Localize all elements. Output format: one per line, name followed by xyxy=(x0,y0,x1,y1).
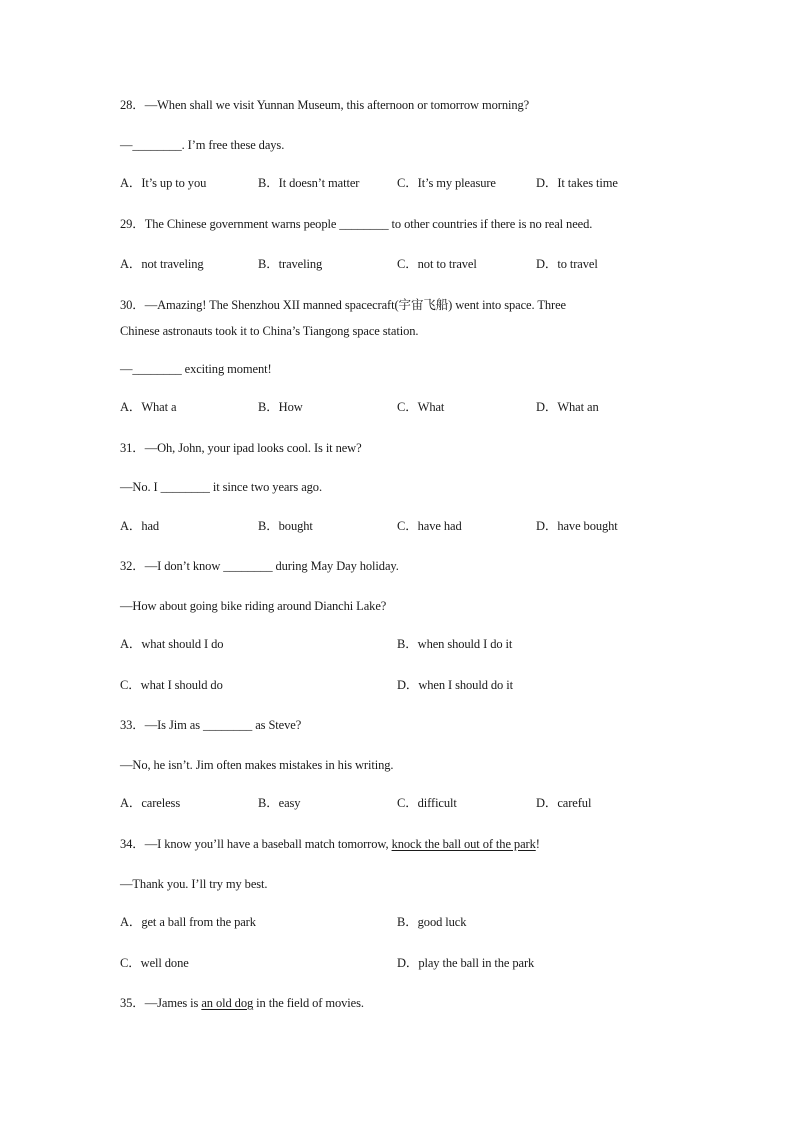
answer-option xyxy=(397,677,513,693)
question-text: —No, he isn’t. Jim often makes mistakes in his writing. xyxy=(120,758,394,772)
option-text: have had xyxy=(417,519,462,533)
option-text: easy xyxy=(278,796,301,810)
question-number: 33． xyxy=(120,718,145,732)
answer-option xyxy=(120,795,180,811)
option-text: difficult xyxy=(417,796,457,810)
option-letter: D． xyxy=(536,176,558,190)
question-text: —Amazing! The Shenzhou XII manned spacecraft(宇宙飞船) went into space. Three xyxy=(144,298,566,312)
question-stem xyxy=(120,995,364,1011)
answer-option xyxy=(120,518,159,534)
question-text: —I know you’ll have a baseball match tomorrow, xyxy=(144,837,392,851)
answer-option xyxy=(120,175,206,191)
answer-option xyxy=(120,399,176,415)
option-letter: C． xyxy=(120,678,141,692)
option-text: not to travel xyxy=(417,257,477,271)
option-text: had xyxy=(141,519,160,533)
option-text: It doesn’t matter xyxy=(278,176,360,190)
answer-option xyxy=(120,636,223,652)
option-letter: B． xyxy=(258,796,279,810)
question-text: —________. I’m free these days. xyxy=(120,138,285,152)
option-text: good luck xyxy=(417,915,467,929)
option-letter: A． xyxy=(120,257,142,271)
question-line xyxy=(120,598,386,614)
option-text: What an xyxy=(557,400,599,414)
option-text: well done xyxy=(140,956,189,970)
question-text: —When shall we visit Yunnan Museum, this afternoon or tomorrow morning? xyxy=(144,98,530,112)
option-text: How xyxy=(278,400,303,414)
answer-option xyxy=(536,399,599,415)
option-letter: B． xyxy=(397,915,418,929)
question-text: ! xyxy=(535,837,540,851)
answer-option xyxy=(536,795,591,811)
question-number: 31． xyxy=(120,441,145,455)
question-number: 28． xyxy=(120,98,145,112)
question-number: 32． xyxy=(120,559,145,573)
option-letter: B． xyxy=(397,637,418,651)
answer-option xyxy=(536,175,618,191)
option-text: It takes time xyxy=(557,176,618,190)
answer-option xyxy=(258,399,303,415)
option-letter: D． xyxy=(536,796,558,810)
question-text: Chinese astronauts took it to China’s Tiangong space station. xyxy=(120,324,419,338)
answer-option xyxy=(258,795,300,811)
question-number: 35． xyxy=(120,996,145,1010)
option-letter: A． xyxy=(120,176,142,190)
option-letter: C． xyxy=(397,176,418,190)
option-letter: D． xyxy=(397,678,419,692)
option-text: It’s my pleasure xyxy=(417,176,496,190)
option-letter: A． xyxy=(120,796,142,810)
question-line xyxy=(120,323,418,339)
answer-option xyxy=(120,914,256,930)
option-letter: A． xyxy=(120,915,142,929)
answer-option xyxy=(397,955,534,971)
question-text: —How about going bike riding around Dianchi Lake? xyxy=(120,599,387,613)
answer-option xyxy=(397,914,466,930)
option-text: It’s up to you xyxy=(141,176,207,190)
option-letter: B． xyxy=(258,257,279,271)
option-letter: C． xyxy=(397,519,418,533)
question-text: —Thank you. I’ll try my best. xyxy=(120,877,268,891)
option-letter: A． xyxy=(120,637,142,651)
option-text: bought xyxy=(278,519,313,533)
option-letter: C． xyxy=(397,257,418,271)
question-text: —James is xyxy=(144,996,202,1010)
question-line xyxy=(120,757,393,773)
question-stem xyxy=(120,97,529,113)
option-text: not traveling xyxy=(141,257,204,271)
answer-option xyxy=(536,518,618,534)
question-stem xyxy=(120,558,399,574)
answer-option xyxy=(258,175,359,191)
option-letter: B． xyxy=(258,400,279,414)
option-text: play the ball in the park xyxy=(418,956,535,970)
question-stem xyxy=(120,297,566,313)
answer-option xyxy=(397,175,496,191)
option-text: careless xyxy=(141,796,181,810)
question-stem xyxy=(120,836,540,852)
answer-option xyxy=(258,518,313,534)
option-letter: C． xyxy=(397,400,418,414)
option-letter: D． xyxy=(536,400,558,414)
question-text: —Is Jim as ________ as Steve? xyxy=(144,718,302,732)
option-letter: B． xyxy=(258,176,279,190)
answer-option xyxy=(120,955,189,971)
option-text: traveling xyxy=(278,257,323,271)
option-text: have bought xyxy=(557,519,618,533)
option-letter: D． xyxy=(397,956,419,970)
question-line xyxy=(120,479,322,495)
option-text: what should I do xyxy=(141,637,224,651)
option-text: get a ball from the park xyxy=(141,915,256,929)
option-text: when should I do it xyxy=(417,637,513,651)
question-number: 34． xyxy=(120,837,145,851)
option-letter: C． xyxy=(120,956,141,970)
option-text: when I should do it xyxy=(418,678,513,692)
answer-option xyxy=(120,256,204,272)
question-stem xyxy=(120,440,362,456)
question-text: —Oh, John, your ipad looks cool. Is it new? xyxy=(144,441,362,455)
answer-option xyxy=(536,256,598,272)
question-line xyxy=(120,876,267,892)
question-text: —________ exciting moment! xyxy=(120,362,272,376)
option-letter: D． xyxy=(536,519,558,533)
answer-option xyxy=(397,256,477,272)
option-text: careful xyxy=(557,796,592,810)
answer-option xyxy=(397,795,457,811)
option-letter: B． xyxy=(258,519,279,533)
option-text: What xyxy=(417,400,445,414)
option-letter: A． xyxy=(120,400,142,414)
question-stem xyxy=(120,717,301,733)
question-line xyxy=(120,137,284,153)
answer-option xyxy=(258,256,322,272)
answer-option xyxy=(397,399,444,415)
answer-option xyxy=(120,677,223,693)
option-text: what I should do xyxy=(140,678,223,692)
answer-option xyxy=(397,636,512,652)
question-line xyxy=(120,361,272,377)
question-number: 29． xyxy=(120,217,145,231)
option-letter: C． xyxy=(397,796,418,810)
option-text: to travel xyxy=(557,257,598,271)
underlined-phrase: an old dog xyxy=(201,996,254,1010)
question-text: —I don’t know ________ during May Day holiday. xyxy=(144,559,399,573)
question-number: 30． xyxy=(120,298,145,312)
option-text: What a xyxy=(141,400,177,414)
question-text: in the field of movies. xyxy=(253,996,364,1010)
answer-option xyxy=(397,518,462,534)
option-letter: A． xyxy=(120,519,142,533)
question-stem xyxy=(120,216,592,232)
option-letter: D． xyxy=(536,257,558,271)
question-text: —No. I ________ it since two years ago. xyxy=(120,480,322,494)
question-text: The Chinese government warns people ________ to other countries if there is no real need. xyxy=(144,217,593,231)
underlined-phrase: knock the ball out of the park xyxy=(391,837,536,851)
